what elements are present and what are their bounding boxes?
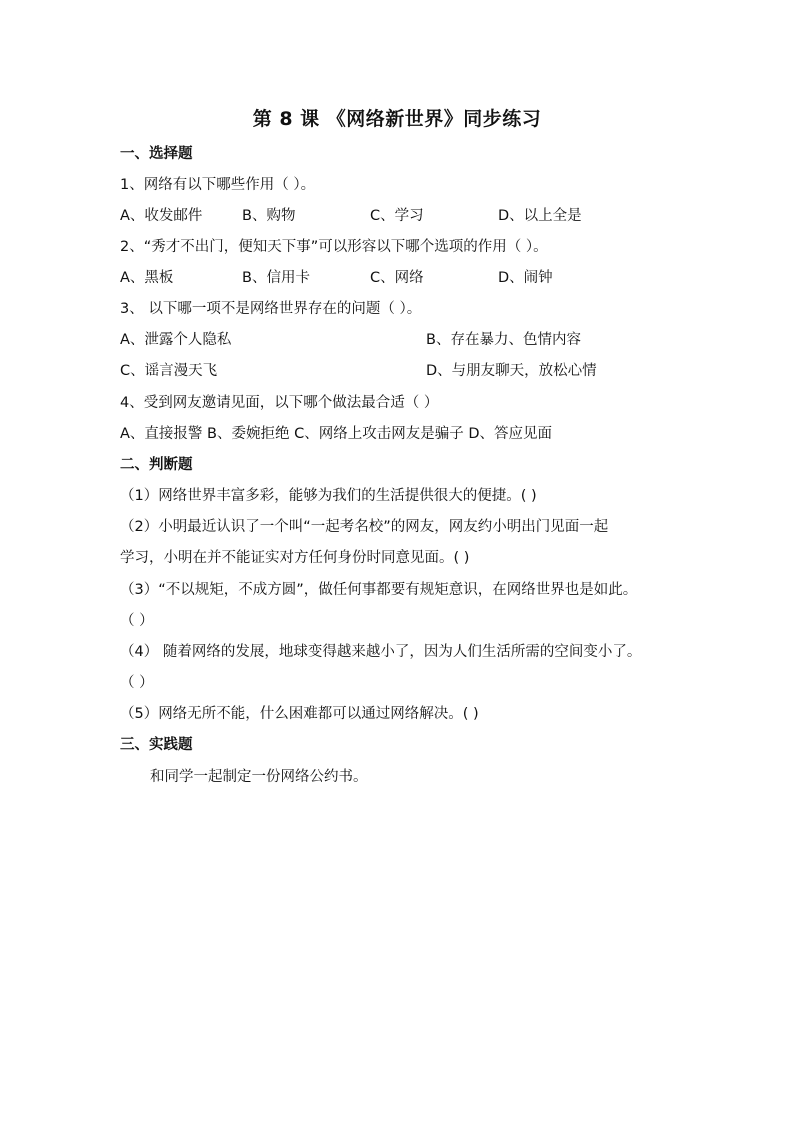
statement-1: （1）网络世界丰富多彩，能够为我们的生活提供很大的便捷。( ) xyxy=(120,488,537,504)
q2-option-a: A、黑板 xyxy=(120,270,174,286)
question-3: 3、 以下哪一项不是网络世界存在的问题（ ）。 xyxy=(120,301,422,317)
q3-option-c: C、谣言漫天飞 xyxy=(120,363,218,379)
section-heading-choice: 一、选择题 xyxy=(120,146,193,162)
question-1: 1、网络有以下哪些作用（ ）。 xyxy=(120,177,316,193)
q3-option-a: A、泄露个人隐私 xyxy=(120,332,232,348)
statement-3-line-2: （ ） xyxy=(120,613,154,629)
section-heading-judge: 二、判断题 xyxy=(120,457,193,473)
statement-3-line-1: （3）“不以规矩，不成方圆”，做任何事都要有规矩意识，在网络世界也是如此。 xyxy=(120,582,638,598)
statement-5: （5）网络无所不能，什么困难都可以通过网络解决。( ) xyxy=(120,706,479,722)
q2-option-b: B、信用卡 xyxy=(242,270,310,286)
q1-option-c: C、学习 xyxy=(370,208,424,224)
question-4: 4、受到网友邀请见面，以下哪个做法最合适（ ） xyxy=(120,395,439,411)
practice-task: 和同学一起制定一份网络公约书。 xyxy=(150,769,368,785)
q1-option-a: A、收发邮件 xyxy=(120,208,203,224)
page-title: 第 8 课 《网络新世界》同步练习 xyxy=(252,108,542,130)
q2-option-c: C、网络 xyxy=(370,270,424,286)
statement-4-line-2: （ ） xyxy=(120,675,154,691)
q3-option-b: B、存在暴力、色情内容 xyxy=(426,332,581,348)
q2-option-d: D、闹钟 xyxy=(498,270,553,286)
q4-options: A、直接报警 B、委婉拒绝 C、网络上攻击网友是骗子 D、答应见面 xyxy=(120,426,552,442)
q1-option-d: D、以上全是 xyxy=(498,208,582,224)
q3-option-d: D、与朋友聊天，放松心情 xyxy=(426,363,597,379)
statement-2-line-1: （2）小明最近认识了一个叫“一起考名校”的网友，网友约小明出门见面一起 xyxy=(120,519,609,535)
question-2: 2、“秀才不出门，便知天下事”可以形容以下哪个选项的作用（ ）。 xyxy=(120,239,548,255)
section-heading-practice: 三、实践题 xyxy=(120,737,193,753)
statement-4-line-1: （4） 随着网络的发展，地球变得越来越小了，因为人们生活所需的空间变小了。 xyxy=(120,644,642,660)
q1-option-b: B、购物 xyxy=(242,208,296,224)
statement-2-line-2: 学习，小明在并不能证实对方任何身份时同意见面。( ) xyxy=(120,550,470,566)
